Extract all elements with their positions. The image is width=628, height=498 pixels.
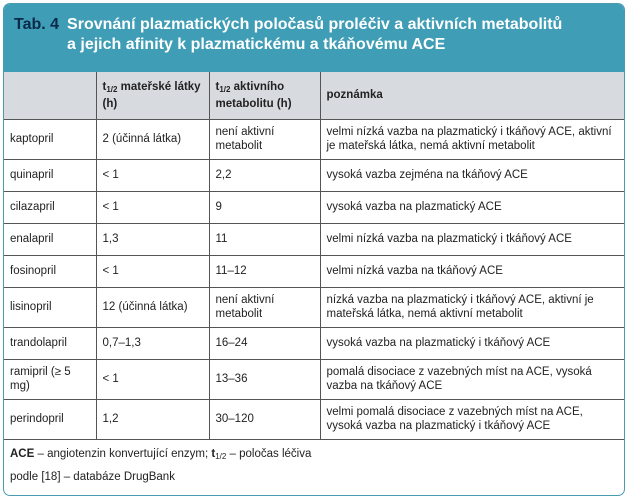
cell-drug: fosinopril bbox=[4, 255, 96, 287]
table-row bbox=[4, 399, 624, 439]
title-line-1: Srovnání plazmatických poločasů proléčiv a aktivních metabolitů bbox=[67, 16, 563, 33]
cell-parent-halflife: 12 (účinná látka) bbox=[96, 287, 209, 327]
cell-metabolite-halflife: 2,2 bbox=[209, 159, 320, 191]
cell-note: nízká vazba na plazmatický i tkáňový ACE, aktivní je mateřská látka, nemá aktivní metabolit bbox=[320, 287, 624, 327]
table-title bbox=[67, 15, 562, 72]
cell-note: velmi nízká vazba na plazmatický i tkáňový ACE, aktivní je mateřská látka, nemá aktivní metabolit bbox=[320, 119, 624, 159]
cell-drug: lisinopril bbox=[4, 287, 96, 327]
table-row bbox=[4, 255, 624, 287]
cell-metabolite-halflife: není aktivní metabolit bbox=[209, 287, 320, 327]
table-row bbox=[4, 159, 624, 191]
cell-parent-halflife: 1,3 bbox=[96, 223, 209, 255]
table-header-row bbox=[4, 72, 624, 119]
cell-drug: trandolapril bbox=[4, 327, 96, 359]
cell-drug: cilazapril bbox=[4, 191, 96, 223]
table-panel bbox=[3, 3, 625, 496]
cell-drug: perindopril bbox=[4, 399, 96, 439]
cell-note: pomalá disociace z vazebných míst na ACE, vysoká vazba na tkáňový ACE bbox=[320, 359, 624, 399]
cell-metabolite-halflife: 16–24 bbox=[209, 327, 320, 359]
cell-note: vysoká vazba zejména na tkáňový ACE bbox=[320, 159, 624, 191]
header-drug bbox=[4, 72, 96, 119]
header-parent-halflife: $t_{1/2}$ mateřské látky (h) bbox=[96, 72, 209, 119]
footer-source: podle [18] – databáze DrugBank bbox=[10, 471, 175, 483]
cell-metabolite-halflife: 9 bbox=[209, 191, 320, 223]
table-row bbox=[4, 191, 624, 223]
footer-abbreviations: ACE – angiotenzin konvertující enzym; $t_{1/2}$ – poločas léčiva bbox=[10, 448, 312, 461]
cell-parent-halflife: < 1 bbox=[96, 255, 209, 287]
cell-drug: enalapril bbox=[4, 223, 96, 255]
cell-parent-halflife: < 1 bbox=[96, 159, 209, 191]
title-line-2: a jejich afinity k plazmatickému a tkáňovému ACE bbox=[67, 36, 446, 53]
cell-metabolite-halflife: 13–36 bbox=[209, 359, 320, 399]
cell-metabolite-halflife: 30–120 bbox=[209, 399, 320, 439]
cell-parent-halflife: < 1 bbox=[96, 359, 209, 399]
cell-note: vysoká vazba na plazmatický i tkáňový ACE bbox=[320, 327, 624, 359]
cell-parent-halflife: 2 (účinná látka) bbox=[96, 119, 209, 159]
data-table bbox=[4, 72, 624, 440]
table-row bbox=[4, 223, 624, 255]
table-row bbox=[4, 327, 624, 359]
table-header bbox=[4, 4, 624, 72]
cell-drug: quinapril bbox=[4, 159, 96, 191]
table-row bbox=[4, 287, 624, 327]
cell-metabolite-halflife: 11–12 bbox=[209, 255, 320, 287]
cell-drug: kaptopril bbox=[4, 119, 96, 159]
cell-drug: ramipril (≥ 5 mg) bbox=[4, 359, 96, 399]
cell-parent-halflife: 0,7–1,3 bbox=[96, 327, 209, 359]
cell-note: vysoká vazba na plazmatický ACE bbox=[320, 191, 624, 223]
cell-note: velmi nízká vazba na plazmatický i tkáňový ACE bbox=[320, 223, 624, 255]
cell-note: velmi nízká vazba na tkáňový ACE bbox=[320, 255, 624, 287]
table-number: Tab. 4 bbox=[14, 16, 60, 33]
cell-parent-halflife: < 1 bbox=[96, 191, 209, 223]
cell-parent-halflife: 1,2 bbox=[96, 399, 209, 439]
header-metabolite-halflife: $t_{1/2}$ aktivního metabolitu (h) bbox=[209, 72, 320, 119]
header-note: poznámka bbox=[320, 72, 624, 119]
cell-note: velmi pomalá disociace z vazebných míst na ACE, vysoká vazba na plazmatický i tkáňový ACE bbox=[320, 399, 624, 439]
table-row bbox=[4, 359, 624, 399]
cell-metabolite-halflife: 11 bbox=[209, 223, 320, 255]
table-row bbox=[4, 119, 624, 159]
cell-metabolite-halflife: není aktivní metabolit bbox=[209, 119, 320, 159]
table-footer bbox=[10, 444, 311, 487]
